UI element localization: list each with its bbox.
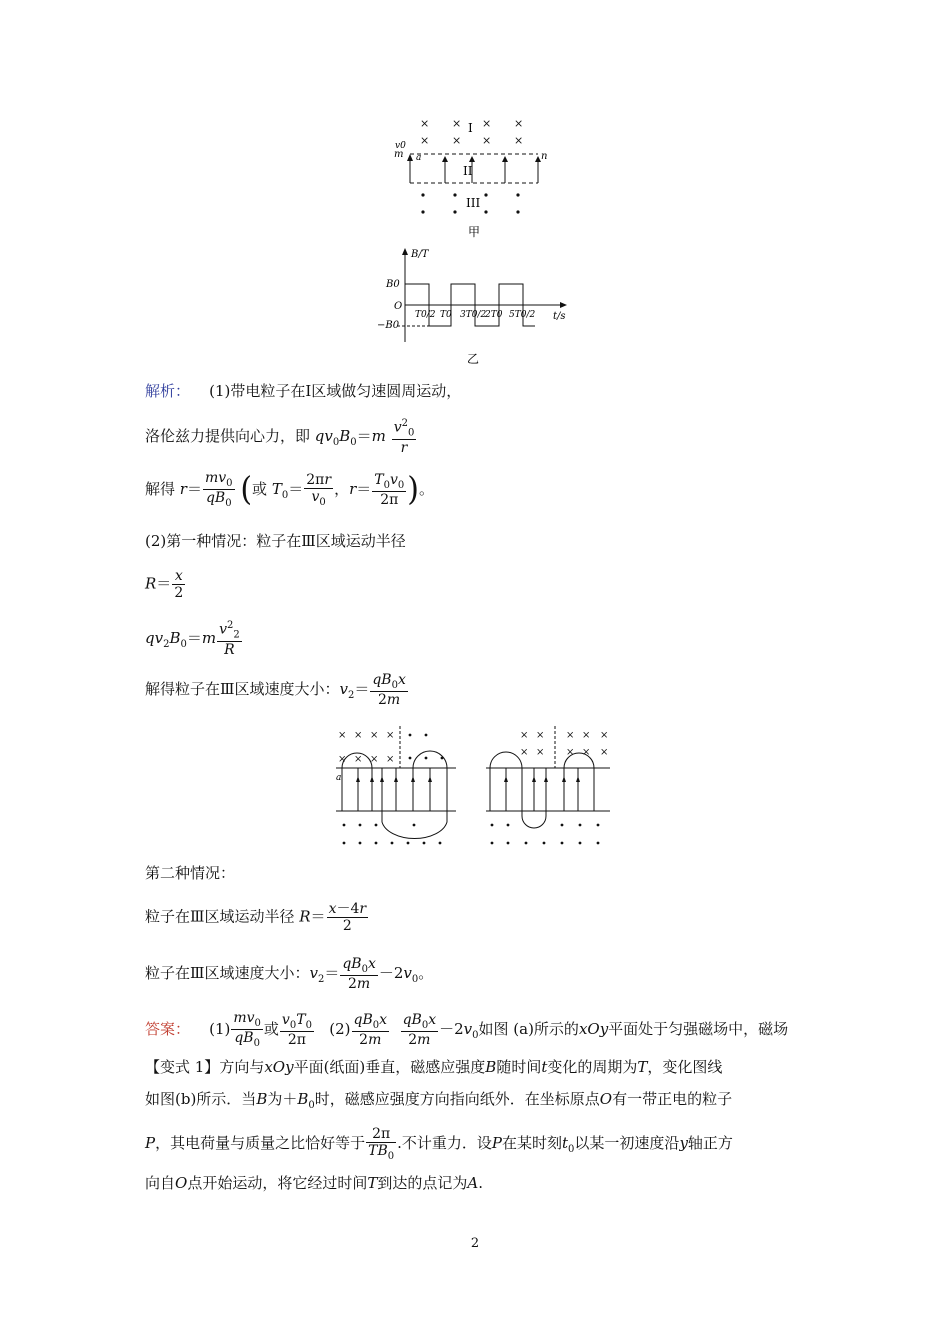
svg-text:×: × — [536, 730, 545, 741]
svg-text:×: × — [370, 754, 379, 765]
formula-qv2B0: $qv_2B_0=m$ $\frac{v^2_2}{R}$ — [145, 620, 240, 658]
figure-jia — [390, 112, 560, 242]
caption-yi: 乙 — [467, 352, 480, 366]
svg-text:×: × — [520, 747, 529, 758]
svg-text:×: × — [514, 117, 524, 130]
analysis-label: 解析： — [145, 382, 191, 400]
velocity-arrows — [410, 155, 538, 183]
label-a: a — [416, 153, 422, 163]
label-v0: v0 — [395, 141, 406, 151]
svg-text:×: × — [354, 730, 363, 741]
svg-text:3T0/2: 3T0/2 — [460, 310, 487, 320]
svg-text:×: × — [338, 730, 347, 741]
paragraph-10: 粒子在Ⅲ区域速度大小：$v_2=$ $\frac{qB_0x}{2m}$ $-2v_0$。 — [145, 956, 434, 993]
svg-text:×: × — [452, 117, 462, 130]
svg-text:T0/2: T0/2 — [415, 310, 436, 320]
svg-text:×: × — [338, 754, 347, 765]
svg-text:×: × — [452, 134, 462, 147]
paragraph-2: 洛伦兹力提供向心力，即 $qv_0B_0=m$ $\frac{v^2_0}{r}$ — [145, 418, 415, 456]
label-a-left: a — [336, 773, 342, 783]
svg-text:5T0/2: 5T0/2 — [509, 310, 536, 320]
svg-text:×: × — [582, 747, 591, 758]
variant-line-1: 【变式 1】方向与xOy平面(纸面)垂直，磁感应强度B随时间t变化的周期为T，变化图线 — [145, 1058, 723, 1076]
figure-yi — [375, 246, 575, 368]
svg-text:2T0: 2T0 — [485, 310, 503, 320]
svg-text:×: × — [566, 747, 575, 758]
paragraph-7: 解得粒子在Ⅲ区域速度大小：$v_2=$ $\frac{qB_0x}{2m}$ — [145, 672, 406, 709]
label-m: m — [394, 149, 404, 160]
trajectory-figure-left — [330, 722, 460, 850]
y-pos-label: B0 — [386, 279, 400, 290]
paragraph-4: (2)第一种情况：粒子在Ⅲ区域运动半径 — [145, 532, 406, 550]
answer-label: 答案： — [145, 1019, 191, 1038]
answer-line: 答案： (1) $\frac{mv_0}{qB_0}$ 或 $\frac{v_0T_0}{2\pi}$ (2) $\frac{qB_0x}{2m}$ $\frac{qB_0x}{2m}$ $-2v_0$如图 (a)所示的xOy平面处于匀强磁场中，磁场 — [145, 1010, 789, 1050]
svg-text:×: × — [600, 730, 609, 741]
variant-label: 【变式 1】 — [145, 1058, 220, 1076]
variant-line-4: 向自O点开始运动，将它经过时间T到达的点记为A. — [145, 1174, 483, 1192]
variant-line-2: 如图(b)所示．当B为$+B_0$时，磁感应强度方向指向纸外．在坐标原点O有一带正电的粒子 — [145, 1090, 733, 1111]
paragraph-8: 第二种情况： — [145, 864, 236, 882]
svg-text:×: × — [370, 730, 379, 741]
svg-text:×: × — [482, 134, 492, 147]
trajectory-figure-right — [480, 722, 620, 850]
paragraph-9: 粒子在Ⅲ区域运动半径 R＝ $\frac{x-4r}{2}$ — [145, 901, 367, 935]
region-3-label: III — [466, 196, 481, 210]
svg-text:×: × — [386, 754, 395, 765]
label-n: n — [541, 151, 548, 162]
svg-text:×: × — [420, 134, 430, 147]
x-axis-label: t/s — [553, 311, 566, 322]
region-1-label: I — [468, 121, 473, 135]
variant-line-3: P，其电荷量与质量之比恰好等于 $\frac{2\pi}{TB_0}$ .不计重力．设P在某时刻$t_0$以某一初速度沿y轴正方 — [145, 1126, 733, 1162]
svg-text:×: × — [482, 117, 492, 130]
svg-text:×: × — [354, 754, 363, 765]
svg-text:×: × — [514, 134, 524, 147]
formula-R: R＝ $\frac{x}{2}$ — [145, 568, 184, 602]
paragraph-1: 解析： (1)带电粒子在Ⅰ区域做匀速圆周运动， — [145, 382, 462, 400]
svg-text:×: × — [386, 730, 395, 741]
origin-label: O — [394, 301, 403, 312]
page-number: 2 — [470, 1236, 480, 1251]
svg-text:×: × — [520, 730, 529, 741]
paragraph-3: 解得 r＝ $\frac{mv_0}{qB_0}$ (或 $T_0=$ $\frac{2\pi r}{v_0}$ ，r＝ $\frac{T_0v_0}{2\pi}$ )。 — [145, 469, 435, 510]
svg-text:×: × — [566, 730, 575, 741]
svg-text:×: × — [420, 117, 430, 130]
svg-text:T0: T0 — [440, 310, 452, 320]
y-neg-label: −B0 — [377, 320, 400, 331]
region-2-label: II — [463, 164, 473, 178]
svg-text:×: × — [582, 730, 591, 741]
caption-jia: 甲 — [468, 225, 481, 239]
y-axis-label: B/T — [411, 249, 429, 260]
svg-text:×: × — [536, 747, 545, 758]
tick-labels — [415, 310, 535, 320]
svg-text:×: × — [600, 747, 609, 758]
